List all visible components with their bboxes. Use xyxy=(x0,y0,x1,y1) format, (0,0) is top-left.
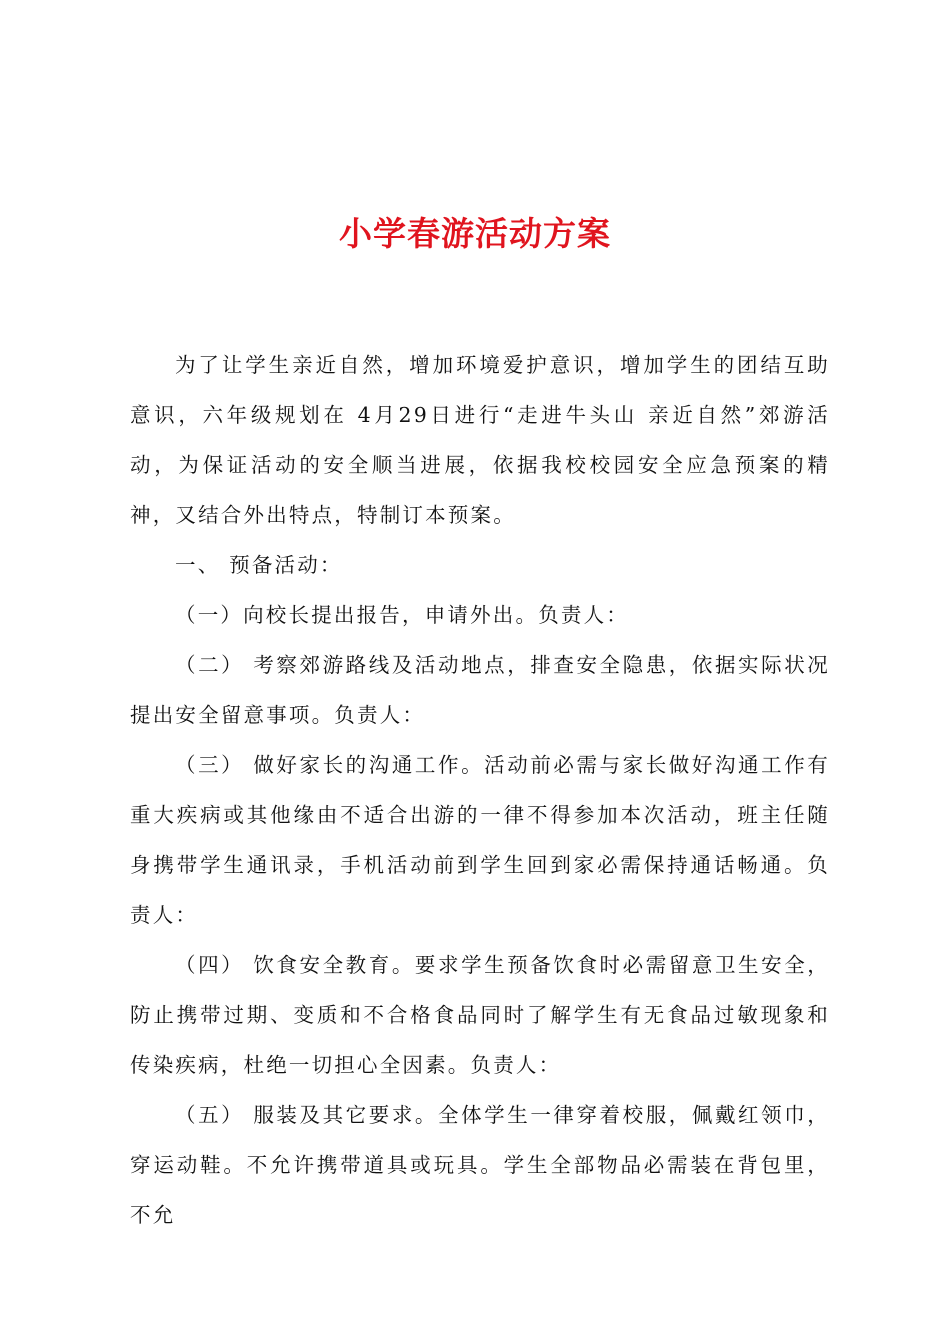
list-item-5: （五） 服装及其它要求。全体学生一律穿着校服，佩戴红领巾，穿运动鞋。不允许携带道具或玩具。学生全部物品必需装在背包里，不允 xyxy=(130,1103,830,1227)
intro-paragraph: 为了让学生亲近自然，增加环境爱护意识，增加学生的团结互助意识，六年级规划在 4月29日进行“走进牛头山 亲近自然”郊游活动，为保证活动的安全顺当进展，依据我校校园安全应急预案的精神，又结合外出特点，特制订本预案。 xyxy=(130,353,830,527)
document-title: 小学春游活动方案 xyxy=(339,214,611,253)
list-item-3: （三） 做好家长的沟通工作。活动前必需与家长做好沟通工作有重大疾病或其他缘由不适合出游的一律不得参加本次活动，班主任随身携带学生通讯录，手机活动前到学生回到家必需保持通话畅通。负责人： xyxy=(130,753,830,927)
list-item-2: （二） 考察郊游路线及活动地点，排查安全隐患，依据实际状况提出安全留意事项。负责人： xyxy=(130,653,830,727)
list-item-1: （一）向校长提出报告，申请外出。负责人： xyxy=(175,603,629,627)
document-body xyxy=(130,340,830,1240)
section-heading-preparation: 一、 预备活动： xyxy=(175,553,343,577)
list-item-4: （四） 饮食安全教育。要求学生预备饮食时必需留意卫生安全，防止携带过期、变质和不合格食品同时了解学生有无食品过敏现象和传染疾病，杜绝一切担心全因素。负责人： xyxy=(130,953,830,1077)
